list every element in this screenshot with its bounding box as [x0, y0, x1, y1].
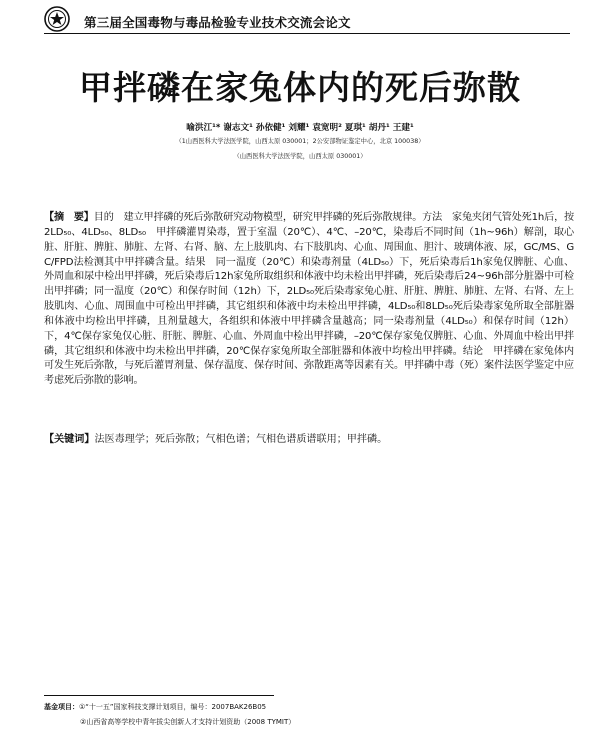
abstract [44, 211, 574, 389]
funding-item-2: ②山西省高等学校中青年拔尖创新人才支持计划资助（2008 TYMIT） [80, 718, 296, 726]
affiliation-1: （1山西医科大学法医学院，山西太原 030001；2公安部物证鉴定中心，北京 100038） [175, 138, 425, 145]
police-badge-icon [44, 6, 70, 32]
keywords [44, 433, 574, 448]
funding-note [44, 702, 266, 712]
paper-title: 甲拌磷在家兔体内的死后弥散 [79, 68, 521, 107]
running-header [44, 6, 564, 36]
keywords-label: 【关键词】 [44, 434, 95, 445]
series-title: 第三届全国毒物与毒品检验专业技术交流会论文 [84, 15, 351, 30]
abstract-label: 【摘 要】 [44, 212, 94, 223]
header-rule [44, 33, 570, 34]
affiliation-2: （山西医科大学法医学院，山西太原 030001） [233, 153, 367, 160]
funding-label: 基金项目： [44, 703, 79, 711]
keywords-text: 法医毒理学；死后弥散；气相色谱；气相色谱质谱联用；甲拌磷。 [94, 434, 388, 445]
footnote-rule [44, 695, 274, 696]
funding-item-1: ①“十一五”国家科技支撑计划项目，编号：2007BAK26B05 [79, 703, 267, 711]
author-list: 喻洪江¹* 谢志文¹ 孙依健¹ 刘耀¹ 袁宽明² 夏琪¹ 胡丹¹ 王建¹ [186, 123, 414, 133]
abstract-text: 目的 建立甲拌磷的死后弥散研究动物模型，研究甲拌磷的死后弥散规律。方法 家兔夹闭气管处死1h后，按2LD₅₀、4LD₅₀、8LD₅₀ 甲拌磷灌胃染毒，置于室温（20℃）、4℃、–20℃，染毒后不同时间（1h~96h）解剖，取心脏、肝脏、脾脏、肺脏、左肾、右肾、脑、左上肢肌肉、右下肢肌肉、心血、周围血、胆汁、玻璃体液、尿，GC/MS、GC/FPD法检测其中甲拌磷含量。结果 同一温度（20℃）和染毒剂量（4LD₅₀）下，死后染毒后1h家兔仅脾脏、心血、外周血和尿中检出甲拌磷，死后染毒后12h家兔所取组织和体液中均未检出甲拌磷，死后染毒后24~96h部分脏器中可检出甲拌磷；同一温度（20℃）和保存时间（12h）下，2LD₅₀死后染毒家兔心脏、肝脏、脾脏、肺脏、左肾、右肾、左上肢肌肉、心血、周围血中可检出甲拌磷，其它组织和体液中均未检出甲拌磷，4LD₅₀和8LD₅₀死后染毒家兔所取全部脏器和体液中均检出甲拌磷，且剂量越大，各组织和体液中甲拌磷含量越高；同一染毒剂量（4LD₅₀）和保存时间（12h）下，4℃保存家兔仅心脏、肝脏、脾脏、心血、外周血中检出甲拌磷，–20℃保存家兔仅脾脏、心血、外周血中检出甲拌磷，其它组织和体液中均未检出甲拌磷，20℃保存家兔所取全部脏器和体液中均检出甲拌磷。结论 甲拌磷在家兔体内可发生死后弥散，与死后灌胃剂量、保存温度、保存时间、弥散距离等因素有关。甲拌磷中毒（死）案件法医学鉴定中应考虑死后弥散的影响。 [44, 212, 575, 387]
